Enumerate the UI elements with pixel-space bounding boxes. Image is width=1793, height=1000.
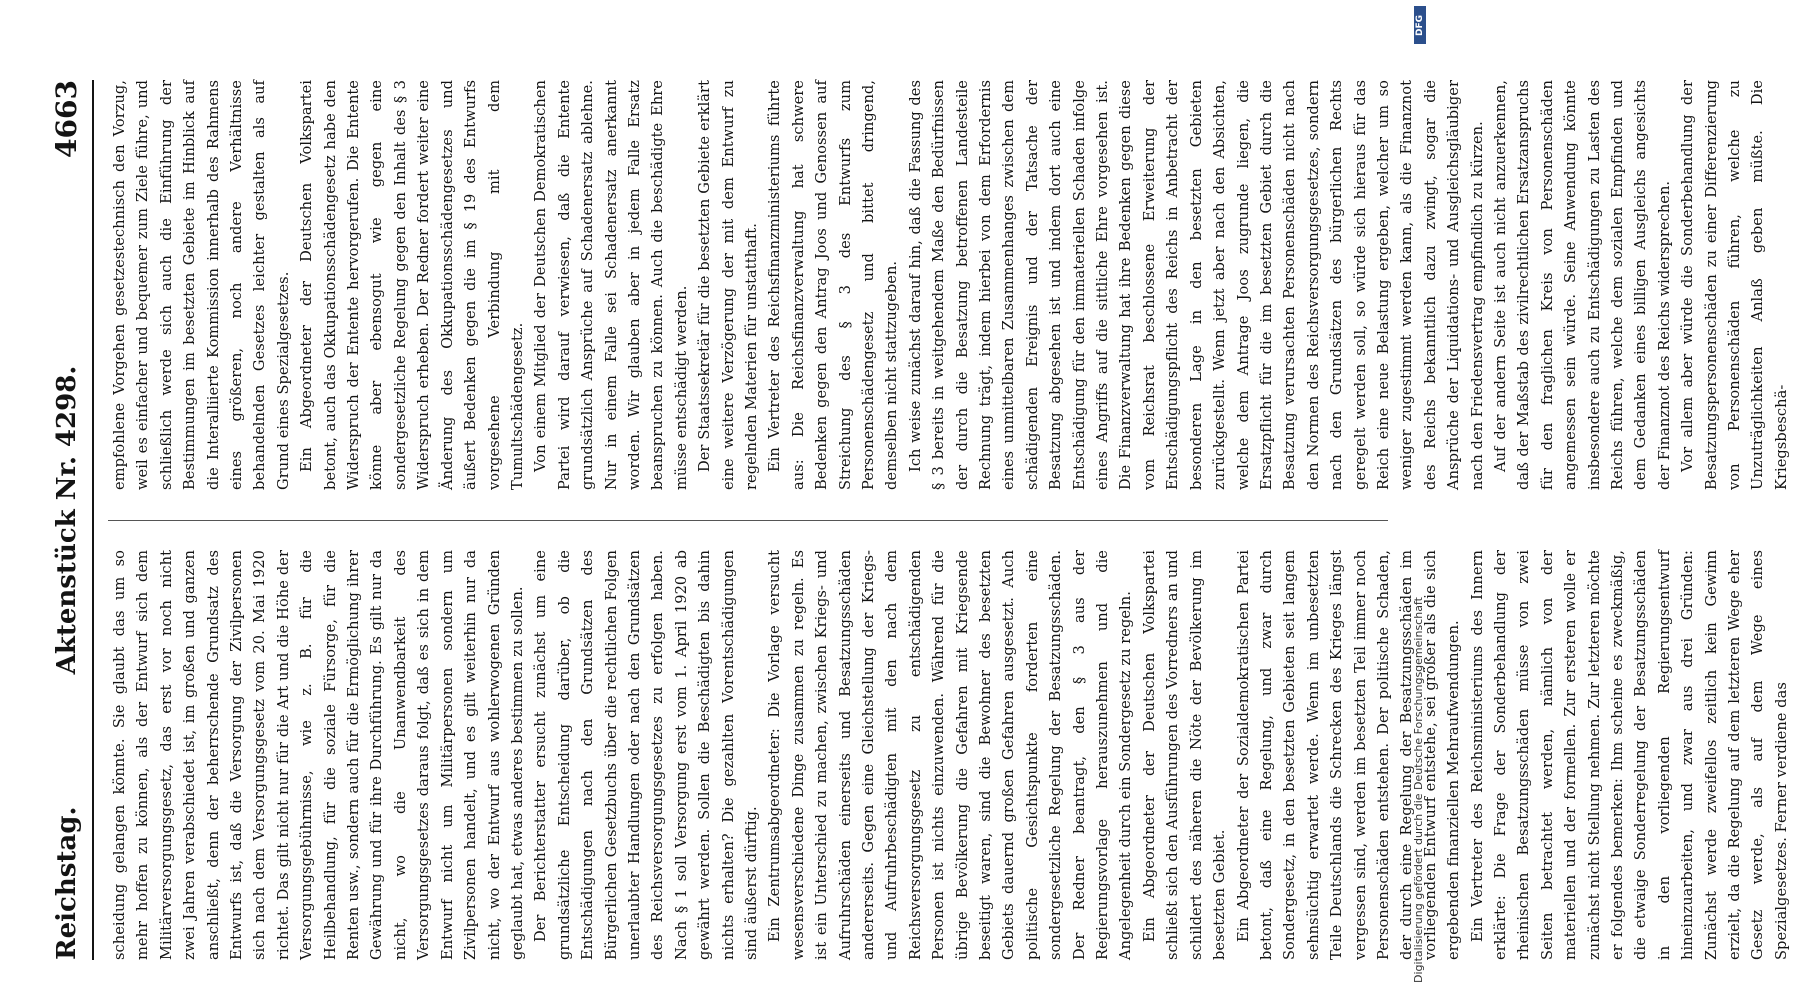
header-rule [92, 80, 94, 960]
page-number: 4663 [50, 80, 83, 158]
paragraph: Ein Abgeordneter der Sozialdemokratischen Partei betont, daß eine Regelung, und zwar durch Sondergesetz, in den besetzten Gebieten seit langem sehnsüchtig erwartet werde. Wenn im unbesetzten Teile Deutschlands die Schrecken des Krieges längst vergessen sind, werden im besetzten Teil immer noch Personenschäden entstehen. Der politische Schaden, der durch eine Regelung der Besatzungsschäden im vorliegenden Entwurf entstehe, sei größer als die sich ergebenden finanziellen Mehraufwendungen. [1234, 550, 1463, 960]
paragraph: scheidung gelangen könnte. Sie glaubt das um so mehr hoffen zu können, als der Entwurf sich dem Militärversorgungsgesetz, das erst vor noch nicht zwei Jahren verabschiedet ist, im großen und ganzen anschließt, denn der beherrschende Grundsatz des Entwurfs ist, daß die Versorgung der Zivilpersonen sich nach dem Versorgungsgesetz vom 20. Mai 1920 richtet. Das gilt nicht nur für die Art und die Höhe der Versorgungsgebührnisse, wie z. B. für die Heilbehandlung, für die soziale Fürsorge, für die Renten usw., sondern auch für die Ermöglichung ihrer Gewährung und für ihre Durchführung. Es gilt nur da nicht, wo die Unanwendbarkeit des Versorgungsgesetzes daraus folgt, daß es sich in dem Entwurf nicht um Militärpersonen sondern um Zivilpersonen handelt, und es gilt weiterhin nur da nicht, wo der Entwurf aus wohlerwogenen Gründen geglaubt hat, etwas anderes bestimmen zu sollen. [111, 550, 526, 960]
paragraph: Ein Abgeordneter der Deutschen Volkspartei schließt sich den Ausführungen des Vorredners an und schildert des näheren die Nöte der Bevölkerung im besetzten Gebiet. [1140, 550, 1229, 960]
header-left-title: Reichstag. [52, 806, 82, 960]
paragraph: Der Staatssekretär für die besetzten Gebiete erklärt eine weitere Verzögerung der mit dem Entwurf zu regelnden Materien für unstatthaft. [696, 80, 760, 490]
digitization-note: Digitalisierung gefördert durch die Deutsche Forschungsgemeinschaft [1412, 597, 1425, 983]
text-column-right [108, 80, 1790, 490]
dfg-logo-text: DFG [1415, 14, 1425, 36]
paragraph: Vor allem aber würde die Sonderbehandlung der Besatzungspersonenschäden zu einer Differenzierung von Personenschäden führen, welche zu Unzuträglichkeiten Anlaß geben müßte. Die Kriegsbeschä- [1679, 80, 1790, 490]
paragraph: Ein Vertreter des Reichsministeriums des Innern erklärte: Die Frage der Sonderbehandlung der rheinischen Besatzungsschäden müsse von zwei Seiten betrachtet werden, nämlich von der materiellen und der formellen. Zur ersteren wolle er zunächst nicht Stellung nehmen. Zur letzteren möchte er folgendes bemerken: Ihm scheine es zweckmäßig, die etwaige Sonderregelung der Besatzungsschäden in den vorliegenden Regierungsentwurf hineinzuarbeiten, und zwar aus drei Gründen: Zunächst werde zweifellos zeitlich kein Gewinn erzielt, da die Regelung auf dem letzteren Wege eher Gesetz werde, als auf dem Wege eines Spezialgesetzes. Ferner verdiene das [1468, 550, 1790, 960]
running-header [48, 80, 88, 960]
paragraph: Ein Vertreter des Reichsfinanzministeriums führte aus: Die Reichsfinanzverwaltung hat schwere Bedenken gegen den Antrag Joos und Genossen auf Streichung des § 3 des Entwurfs zum Personenschädengesetz und bittet dringend, demselben nicht stattzugeben. [766, 80, 901, 490]
paragraph: Auf der andern Seite ist auch nicht anzuerkennen, daß der Maßstab des zivilrechtlichen Ersatzanspruchs für den fraglichen Kreis von Personenschäden angemessen sein würde. Seine Anwendung könnte insbesondere auch zu Entschädigungen zu Lasten des Reichs führen, welche dem sozialen Empfinden und dem Gedanken eines billigen Ausgleichs angesichts der Finanznot des Reichs widersprechen. [1491, 80, 1673, 490]
paragraph: Der Berichterstatter ersucht zunächst um eine grundsätzliche Entscheidung darüber, ob die Entschädigungen nach den Grundsätzen des Bürgerlichen Gesetzbuchs über die rechtlichen Folgen unerlaubter Handlungen oder nach den Grundsätzen des Reichsversorgungsgesetzes zu erfolgen haben. Nach § 1 soll Versorgung erst vom 1. April 1920 ab gewährt werden. Sollen die Beschädigten bis dahin nichts erhalten? Die gezahlten Vorentschädigungen sind äußerst dürftig. [532, 550, 760, 960]
paragraph: empfohlene Vorgehen gesetzestechnisch den Vorzug, weil es einfacher und bequemer zum Ziele führe, und schließlich werde sich auch die Einführung der Bestimmungen im besetzten Gebiete im Hinblick auf die Interalliierte Kommission innerhalb des Rahmens eines größeren, noch andere Verhältnisse behandelnden Gesetzes leichter gestalten als auf Grund eines Spezialgesetzes. [111, 80, 292, 490]
paragraph: Von einem Mitglied der Deutschen Demokratischen Partei wird darauf verwiesen, daß die Entente grundsätzlich Ansprüche auf Schadenersatz ablehne. Nur in einem Falle sei Schadenersatz anerkannt worden. Wir glauben aber in jedem Falle Ersatz beanspruchen zu können. Auch die beschädigte Ehre müsse entschädigt werden. [532, 80, 690, 490]
header-document-number: Aktenstück Nr. 4298. [52, 365, 82, 675]
column-divider [108, 520, 1388, 521]
paragraph: Ich weise zunächst darauf hin, daß die Fassung des § 3 bereits in weitgehendem Maße den Bedürfnissen der durch die Besatzung betroffenen Landesteile Rechnung trägt, indem hierbei von dem Erfordernis eines unmittelbaren Zusammenhanges zwischen dem schädigenden Ereignis und der Tatsache der Besatzung abgesehen ist und indem dort auch eine Entschädigung für den immateriellen Schaden infolge eines Angriffs auf die sittliche Ehre vorgesehen ist. Die Finanzverwaltung hat ihre Bedenken gegen diese vom Reichsrat beschlossene Erweiterung der Entschädigungspflicht des Reichs in Anbetracht der besonderen Lage in den besetzten Gebieten zurückgestellt. Wenn jetzt aber nach den Absichten, welche dem Antrage Joos zugrunde liegen, die Ersatzpflicht für die im besetzten Gebiet durch die Besatzung verursachten Personenschäden nicht nach den Normen des Reichsversorgungsgesetzes, sondern nach den Grundsätzen des bürgerlichen Rechts geregelt werden soll, so würde sich hieraus für das Reich eine neue Belastung ergeben, welcher um so weniger zugestimmt werden kann, als die Finanznot des Reichs bekanntlich dazu zwingt, sogar die Ansprüche der Liquidations- und Ausgleichsgläubiger nach den Friedensvertrag empfindlich zu kürzen. [906, 80, 1486, 490]
paragraph: Ein Zentrumsabgeordneter: Die Vorlage versucht wesensverschiedene Dinge zusammen zu regeln. Es ist ein Unterschied zu machen, zwischen Kriegs- und Aufruhrschäden einerseits und Besatzungsschäden andererseits. Gegen eine Gleichstellung der Kriegs- und Aufruhrbeschädigten mit den nach dem Reichsversorgungsgesetz zu entschädigenden Personen ist nichts einzuwenden. Während für die übrige Bevölkerung die Gefahren mit Kriegsende beseitigt waren, sind die Bewohner des besetzten Gebiets dauernd großen Gefahren ausgesetzt. Auch politische Gesichtspunkte forderten eine sondergesetzliche Regelung der Besatzungsschäden. Der Redner beantragt, den § 3 aus der Regierungsvorlage herauszunehmen und die Angelegenheit durch ein Sondergesetz zu regeln. [766, 550, 1135, 960]
digitization-sidenote [1412, 8, 1426, 992]
paragraph: Ein Abgeordneter der Deutschen Volkspartei betont, auch das Okkupationsschädengesetz habe den Widerspruch der Entente hervorgerufen. Die Entente könne aber ebensogut wie gegen eine sondergesetzliche Regelung gegen den Inhalt des § 3 Widerspruch erheben. Der Redner fordert weiter eine Änderung des Okkupationsschädengesetzes und äußert Bedenken gegen die im § 19 des Entwurfs vorgesehene Verbindung mit dem Tumultschädengesetz. [298, 80, 526, 490]
